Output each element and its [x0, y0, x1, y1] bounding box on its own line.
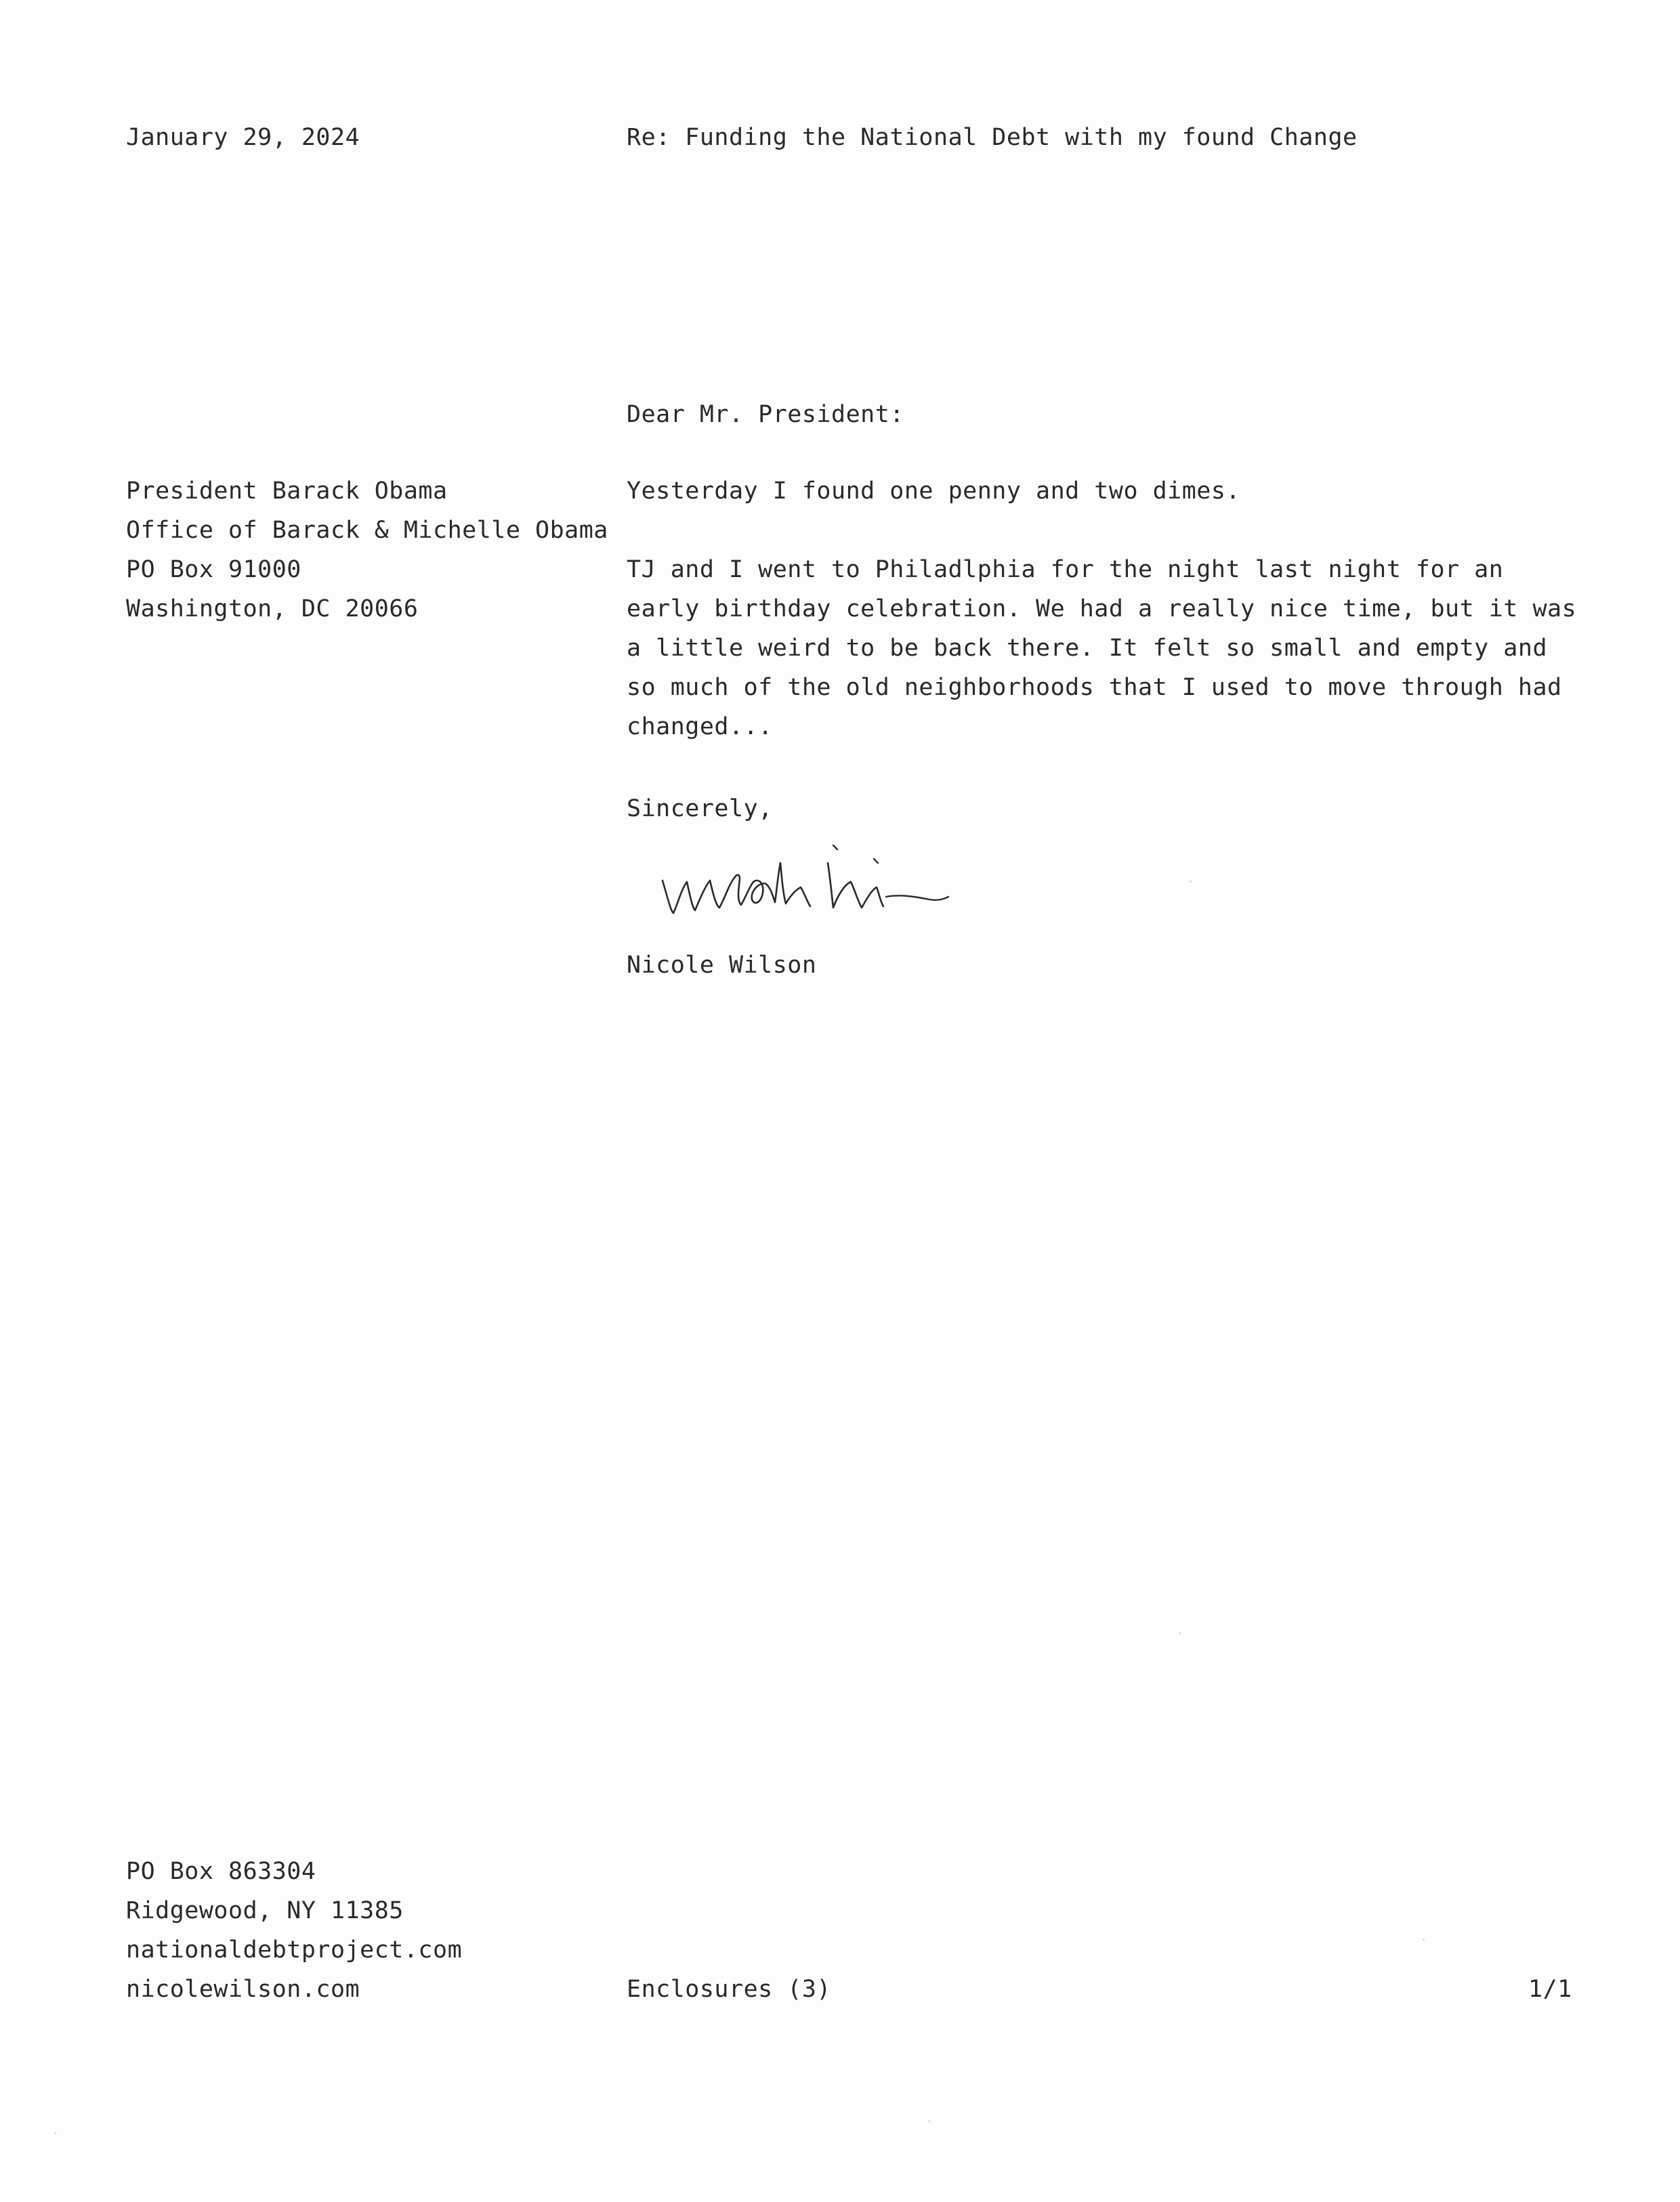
enclosures-note: Enclosures (3): [627, 1976, 832, 2003]
scan-speck: [928, 2120, 930, 2122]
sender-line: PO Box 863304: [126, 1858, 316, 1885]
body-paragraph-2: [627, 550, 1576, 746]
body-line: early birthday celebration. We had a really nice time, but it was: [627, 595, 1577, 622]
letter-subject: Re: Funding the National Debt with my found Change: [627, 124, 1358, 151]
body-line: a little weird to be back there. It felt so small and empty and: [627, 635, 1548, 662]
signer-name: Nicole Wilson: [627, 952, 817, 979]
sender-line: Ridgewood, NY 11385: [126, 1897, 404, 1924]
salutation: Dear Mr. President:: [627, 401, 904, 428]
sender-address: [126, 1852, 462, 2009]
scan-speck: [54, 2132, 56, 2134]
letter-date: January 29, 2024: [126, 124, 360, 151]
closing: Sincerely,: [627, 795, 773, 822]
body-line: changed...: [627, 713, 773, 740]
recipient-address: [126, 471, 608, 629]
scan-speck: [1179, 1632, 1181, 1634]
body-line: TJ and I went to Philadlphia for the night last night for an: [627, 556, 1504, 583]
body-line: so much of the old neighborhoods that I used to move through had: [627, 674, 1562, 701]
sender-website[interactable]: nicolewilson.com: [126, 1976, 360, 2003]
recipient-line: PO Box 91000: [126, 556, 301, 583]
handwritten-signature: [650, 840, 975, 928]
scan-speck: [1190, 881, 1192, 883]
recipient-line: Office of Barack & Michelle Obama: [126, 517, 608, 544]
page-number: 1/1: [1528, 1976, 1572, 2003]
scan-speck: [1423, 1939, 1425, 1941]
sender-website[interactable]: nationaldebtproject.com: [126, 1936, 463, 1964]
recipient-line: President Barack Obama: [126, 478, 448, 505]
recipient-line: Washington, DC 20066: [126, 595, 419, 622]
body-paragraph-1: Yesterday I found one penny and two dimes.: [627, 478, 1241, 505]
